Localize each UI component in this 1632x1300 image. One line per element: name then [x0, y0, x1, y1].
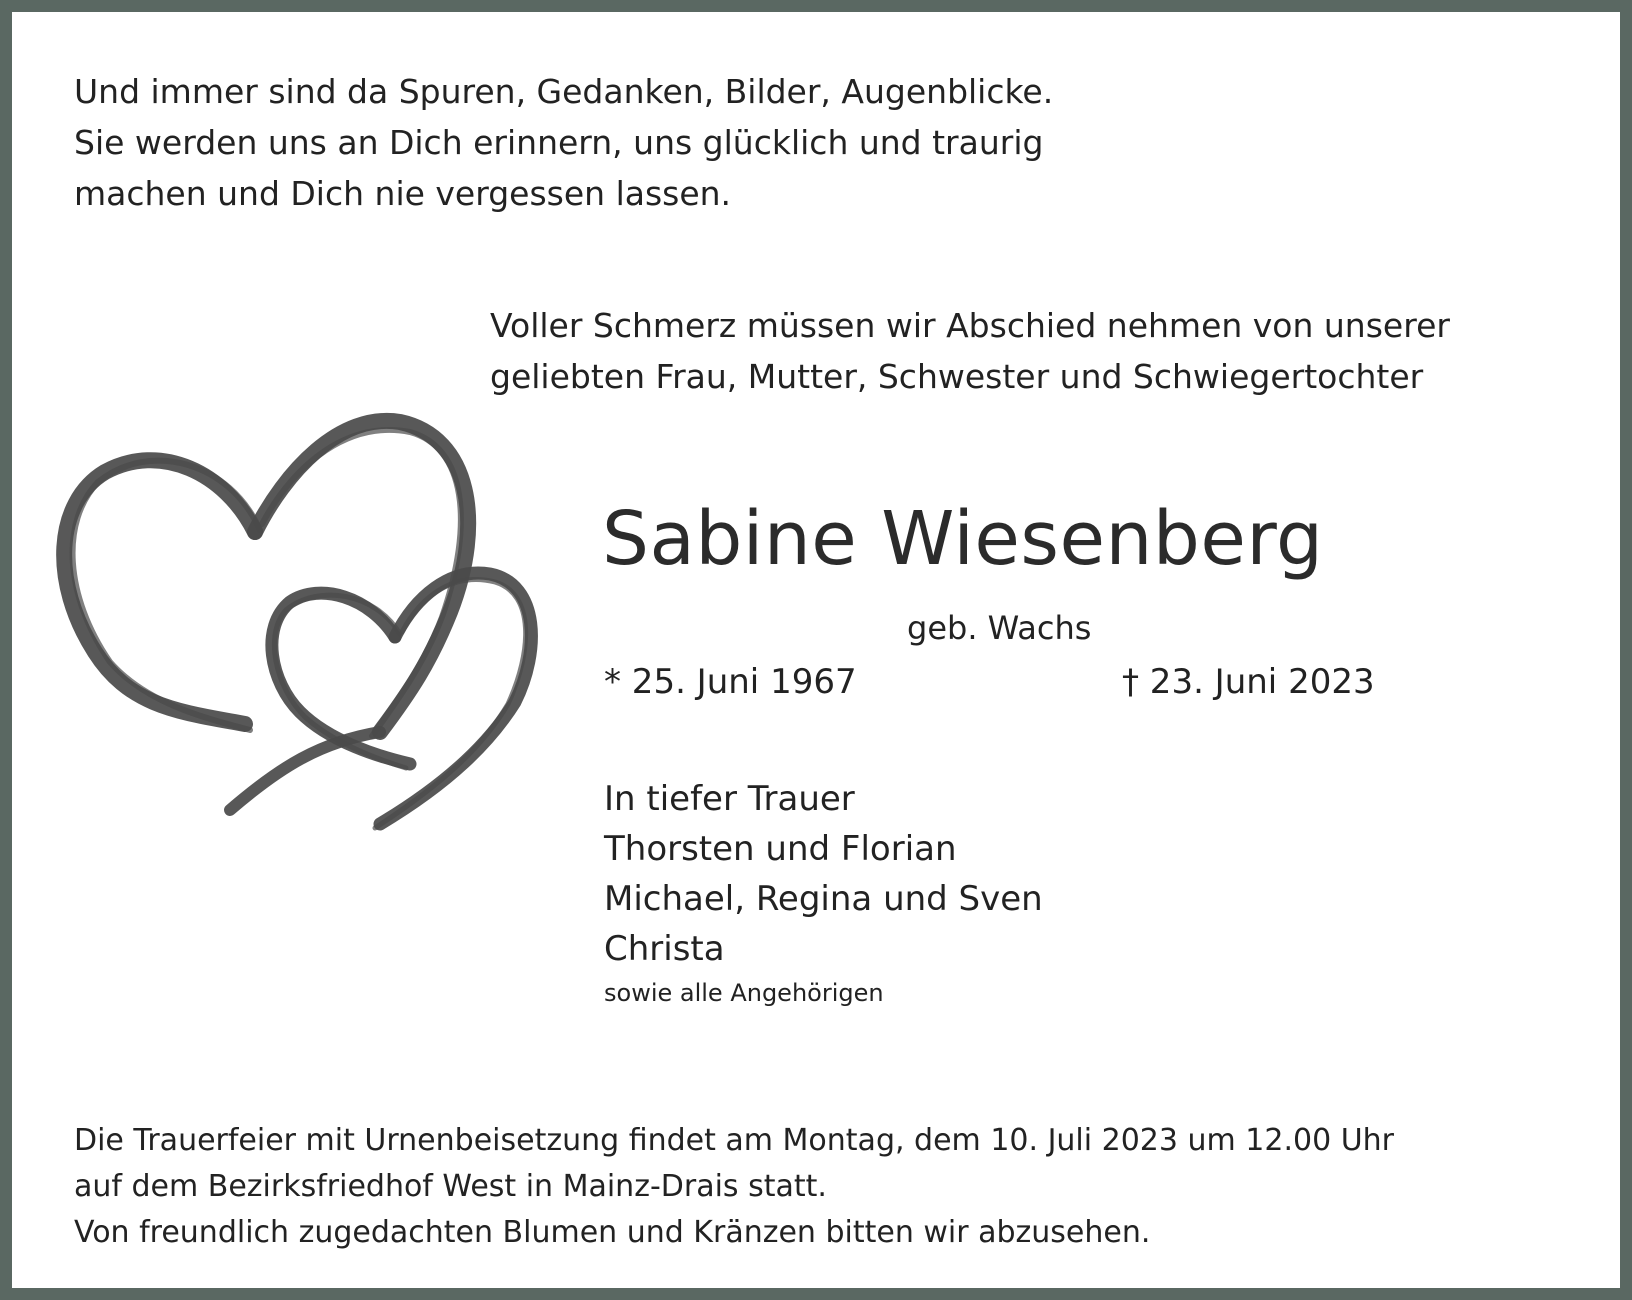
service-line: Von freundlich zugedachten Blumen und Kränzen bitten wir abzusehen.: [74, 1215, 1151, 1250]
poem-line: Sie werden uns an Dich erinnern, uns glücklich und traurig: [74, 123, 1044, 162]
mourners-line: Thorsten und Florian: [604, 829, 957, 869]
mourners: [604, 774, 1043, 974]
intro-line: Voller Schmerz müssen wir Abschied nehmen von unserer: [490, 306, 1450, 345]
death-date: † 23. Juni 2023: [1122, 662, 1375, 702]
mourners-line: Christa: [604, 929, 725, 969]
relatives-note: sowie alle Angehörigen: [604, 979, 884, 1007]
deceased-name: Sabine Wiesenberg: [602, 496, 1324, 582]
birth-date: * 25. Juni 1967: [604, 662, 857, 702]
two-hearts-icon: [50, 412, 570, 872]
maiden-name: geb. Wachs: [907, 609, 1092, 647]
poem-line: Und immer sind da Spuren, Gedanken, Bilder, Augenblicke.: [74, 72, 1054, 111]
mourners-line: Michael, Regina und Sven: [604, 879, 1043, 919]
intro-line: geliebten Frau, Mutter, Schwester und Schwiegertochter: [490, 357, 1424, 396]
service-line: Die Trauerfeier mit Urnenbeisetzung findet am Montag, dem 10. Juli 2023 um 12.00 Uhr: [74, 1123, 1395, 1158]
poem: [74, 66, 1053, 219]
mourners-line: In tiefer Trauer: [604, 779, 855, 819]
service-line: auf dem Bezirksfriedhof West in Mainz-Drais statt.: [74, 1169, 827, 1204]
poem-line: machen und Dich nie vergessen lassen.: [74, 174, 732, 213]
farewell-intro: [490, 300, 1450, 402]
funeral-service-info: [74, 1118, 1394, 1256]
